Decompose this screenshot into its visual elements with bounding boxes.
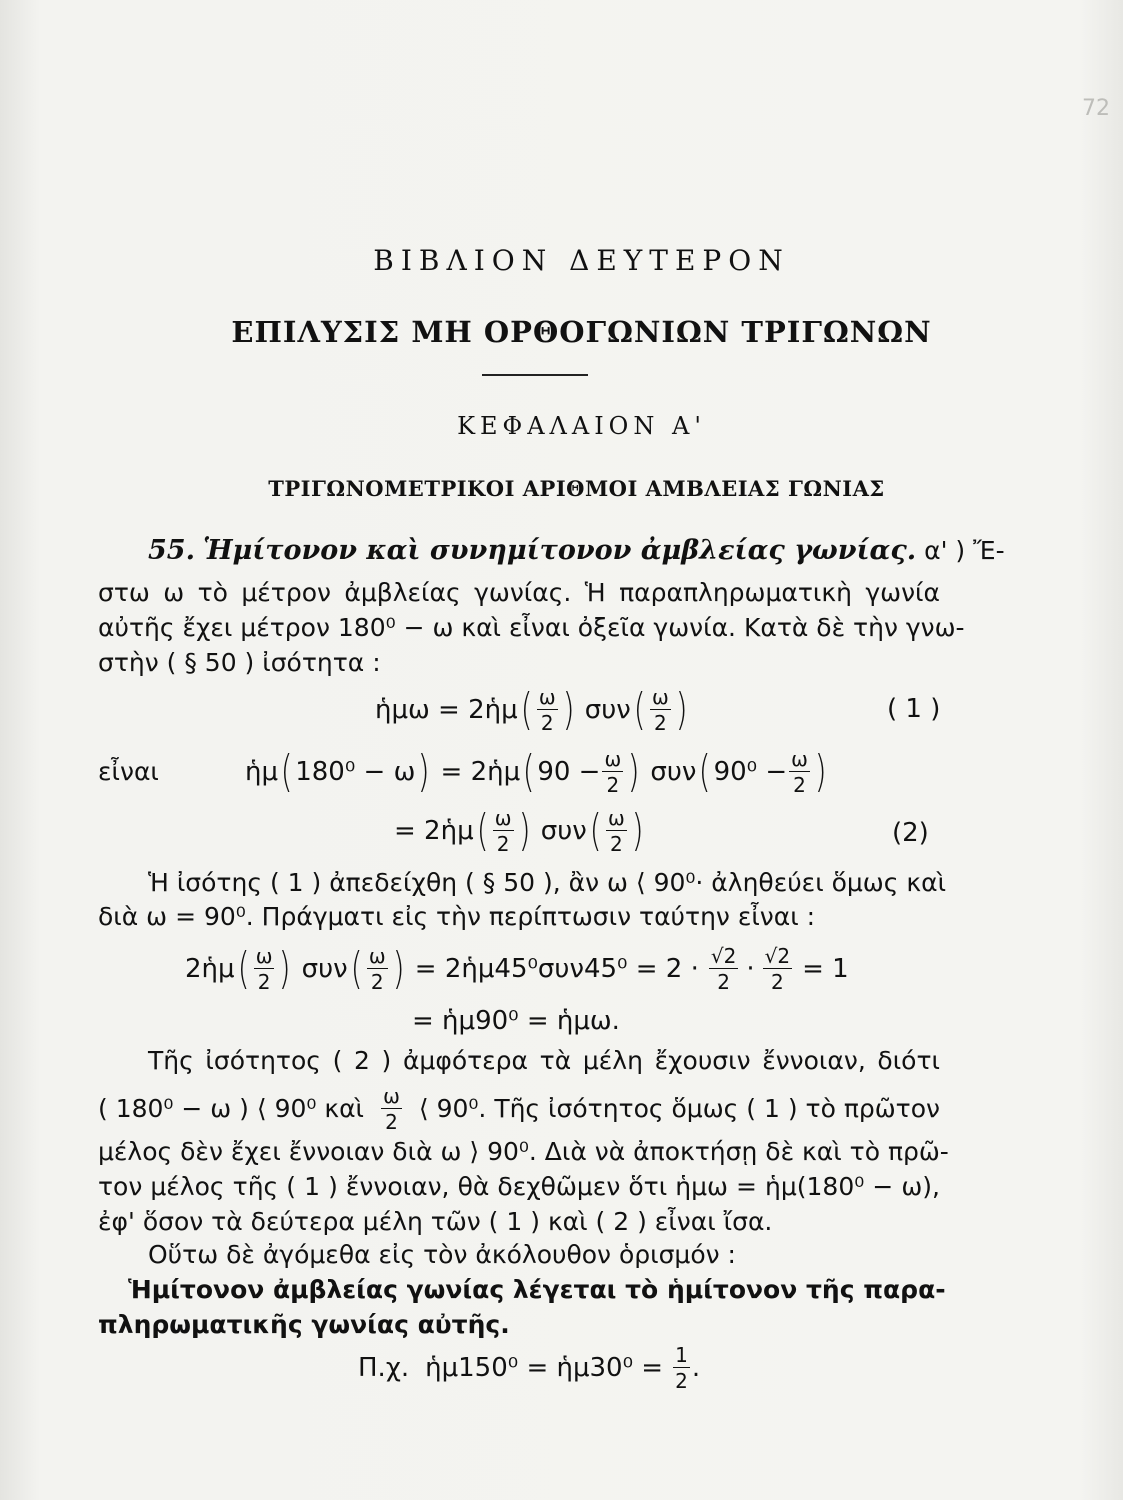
chapter-subtitle: ΤΡΙΓΩΝΟΜΕΤΡΙΚΟΙ ΑΡΙΘΜΟΙ ΑΜΒΛΕΙΑΣ ΓΩΝΙΑΣ (268, 476, 885, 501)
section-part-label: α' ) (924, 536, 966, 565)
eq4-fraction-b: $\frac{\omega}{2}$ (368, 944, 386, 994)
section-intro-line-1: στω ω τὸ μέτρον ἀμβλείας γωνίας. Ἡ παραπληρωματικὴ γωνία (98, 578, 940, 607)
eq3-rhs: = 2ἡμ (394, 816, 474, 846)
paragraph-3-line-0: Τῆς ἰσότητος ( 2 ) ἀμφότερα τὰ μέλη ἔχουσιν ἔννοιαν, διότι (148, 1046, 940, 1075)
equation-2-label: (2) (892, 818, 929, 848)
section-heading: Ἡμίτονον καὶ συνημίτονον ἀμβλείας γωνίας. (202, 535, 917, 566)
equation-3-continued: = ἡμ90⁰ = ἡμω. (412, 1006, 620, 1036)
eq4-end: = 1 (802, 954, 849, 984)
eq1-syn: συν (584, 695, 631, 725)
eq3-syn: συν (540, 816, 587, 846)
eq2-arg2: 90 − (537, 757, 601, 787)
example-fraction: $\frac{1}{2}$ (675, 1343, 688, 1393)
definition-line-1: πληρωματικῆς γωνίας αὐτῆς. (98, 1310, 510, 1339)
eq4-syn: συν (301, 954, 348, 984)
paragraph-4: Οὕτω δὲ ἀγόμεθα εἰς τὸν ἀκόλουθον ὁρισμόν : (148, 1240, 736, 1269)
eq2-fraction-a: $\frac{\omega}{2}$ (604, 747, 622, 797)
equation-2a: ἡμ ( 180⁰ − ω ) = 2ἡμ ( 90 − $\frac{\omega}{2}$ ) συν ( 90⁰ − $\frac{\omega}{2}$ ) (245, 746, 827, 797)
paragraph-3-line-3: τον μέλος τῆς ( 1 ) ἔννοιαν, θὰ δεχθῶμεν ὅτι ἡμω = ἡμ(180⁰ − ω), (98, 1172, 940, 1201)
eq2-arg3: 90⁰ − (713, 757, 788, 787)
eq4-lhs: 2ἡμ (185, 954, 235, 984)
eq3-fraction-a: $\frac{\omega}{2}$ (494, 806, 512, 856)
eq4-sqrt-fraction-b: $\frac{√2}{2}$ (764, 944, 791, 994)
eq1-fraction-a: $\frac{\omega}{2}$ (538, 685, 556, 735)
paragraph-2-line-0: Ἡ ἰσότης ( 1 ) ἀπεδείχθη ( § 50 ), ἂν ω ⟨ 90⁰· ἀληθεύει ὅμως καὶ (148, 868, 947, 897)
example-prefix: Π.χ. (358, 1353, 410, 1383)
paragraph-3-line-4: ἐφ' ὅσον τὰ δεύτερα μέλη τῶν ( 1 ) καὶ ( 2 ) εἶναι ἴσα. (98, 1207, 773, 1236)
example-text: ἡμ150⁰ = ἡμ30⁰ = (425, 1353, 664, 1383)
equation-1: ἡμω = 2ἡμ ( $\frac{\omega}{2}$ ) συν ( $\frac{\omega}{2}$ ) (375, 684, 688, 735)
section-intro-line-0: Ἔ- (973, 536, 1005, 565)
section-number: 55. (148, 535, 195, 566)
paragraph-3-fraction: $\frac{\omega}{2}$ (383, 1084, 400, 1134)
part-title: ΕΠΙΛΥΣΙΣ ΜΗ ΟΡΘΟΓΩΝΙΩΝ ΤΡΙΓΩΝΩΝ (231, 315, 932, 349)
paragraph-3-line-1 (98, 1086, 940, 1132)
eq2-fraction-b: $\frac{\omega}{2}$ (791, 747, 808, 797)
paragraph-2-line-1: διὰ ω = 90⁰. Πράγματι εἰς τὴν περίπτωσιν ταύτην εἶναι : (98, 902, 816, 931)
definition-line-0: Ἡμίτονον ἀμβλείας γωνίας λέγεται τὸ ἡμίτονον τῆς παρα- (128, 1275, 946, 1304)
example-end: . (691, 1353, 701, 1383)
title-divider (482, 374, 588, 376)
book-title: ΒΙΒΛΙΟΝ ΔΕΥΤΕΡΟΝ (373, 244, 790, 277)
paragraph-3-line-1a: ( 180⁰ − ω ) ⟨ 90⁰ καὶ (98, 1094, 365, 1123)
eq2-lhs: ἡμ (245, 757, 279, 787)
eq4-sqrt-fraction-a: $\frac{√2}{2}$ (710, 944, 737, 994)
page-number: 72 (1082, 96, 1110, 121)
eq2-rhs: = 2ἡμ (440, 757, 521, 787)
section-intro-line-3: στὴν ( § 50 ) ἰσότητα : (98, 648, 381, 677)
eq4-dot: · (746, 954, 755, 984)
equation-2: = 2ἡμ ( $\frac{\omega}{2}$ ) συν ( $\frac{\omega}{2}$ ) (394, 805, 644, 856)
equation-1-label: ( 1 ) (887, 694, 941, 724)
equation-3: 2ἡμ ( $\frac{\omega}{2}$ ) συν ( $\frac{\omega}{2}$ ) = 2ἡμ45⁰συν45⁰ = 2 · $\frac{√2}{2}$ · $\frac{√2}{2}$ = 1 (185, 943, 849, 994)
eq3-fraction-b: $\frac{\omega}{2}$ (607, 806, 625, 856)
example (358, 1340, 700, 1396)
section-heading-line (148, 536, 1005, 566)
eq1-fraction-b: $\frac{\omega}{2}$ (651, 685, 669, 735)
paragraph-3-line-2: μέλος δὲν ἔχει ἔννοιαν διὰ ω ⟩ 90⁰. Διὰ νὰ ἀποκτήσῃ δὲ καὶ τὸ πρῶ- (98, 1137, 949, 1166)
eq2-syn: συν (650, 757, 697, 787)
eq1-lhs: ἡμω = 2ἡμ (375, 695, 518, 725)
eq4-mid: = 2ἡμ45⁰συν45⁰ = 2 · (414, 954, 699, 984)
section-intro-line-2: αὐτῆς ἔχει μέτρον 180⁰ − ω καὶ εἶναι ὀξεῖα γωνία. Κατὰ δὲ τὴν γνω- (98, 613, 965, 642)
eq2-einai: εἶναι (98, 757, 159, 786)
chapter-title: ΚΕΦΑΛΑΙΟΝ Α' (457, 412, 706, 440)
eq2-arg: 180⁰ − ω (295, 757, 416, 787)
eq4-fraction-a: $\frac{\omega}{2}$ (255, 944, 273, 994)
paragraph-3-line-1b: ⟨ 90⁰. Τῆς ἰσότητος ὅμως ( 1 ) τὸ πρῶτον (418, 1094, 940, 1123)
